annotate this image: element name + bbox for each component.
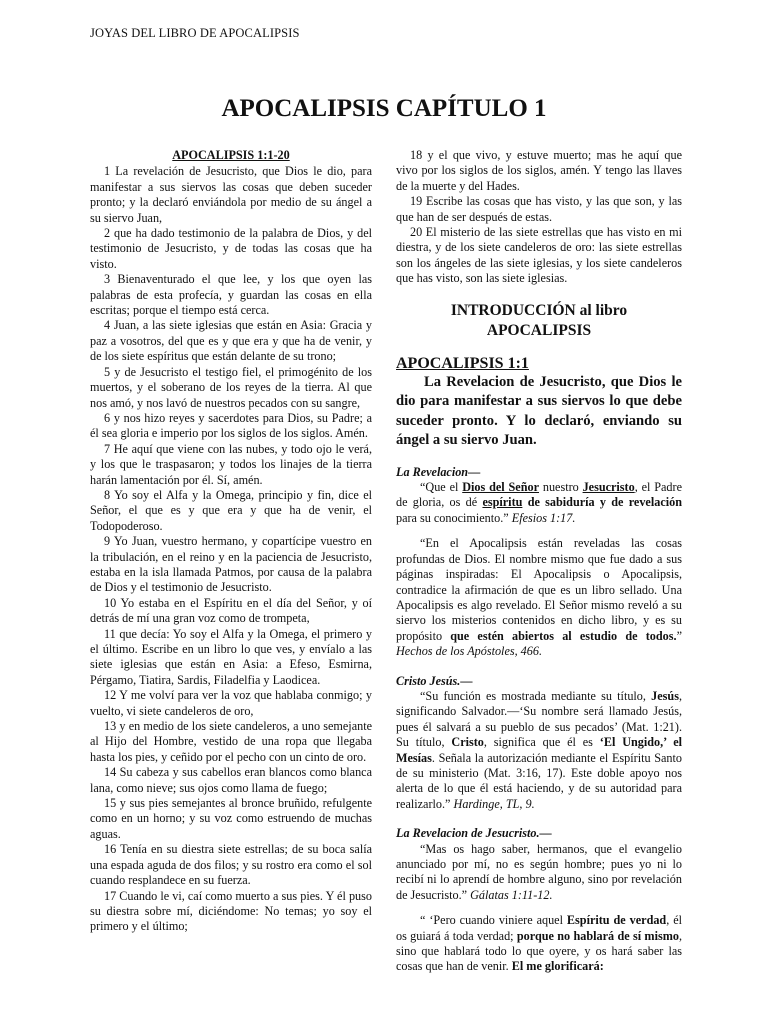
text-run: , sino que hablará todo lo que oyere, y os hará saber las cosas que han de venir. bbox=[396, 928, 683, 974]
verse: 7 He aquí que viene con las nubes, y todo ojo le verá, y los que le traspasaron; y todos los linajes de la tierra harán lamentación por él. Sí, amén. bbox=[90, 441, 372, 487]
section-heading: APOCALIPSIS 1:1-20 bbox=[172, 148, 290, 162]
verse: 8 Yo soy el Alfa y la Omega, principio y fin, dice el Señor, el que es y que era y que ha de venir, el Todopoderoso. bbox=[90, 487, 372, 533]
text-run: , significa que él es bbox=[483, 735, 600, 750]
verse: 3 Bienaventurado el que lee, y los que oyen las palabras de esta profecía, y guardan las cosas en ella escritas; porque el tiempo está cerca. bbox=[90, 272, 372, 318]
text-run: Cristo bbox=[451, 735, 484, 750]
running-header: JOYAS DEL LIBRO DE APOCALIPSIS bbox=[90, 26, 300, 40]
subheading: La Revelacion— bbox=[396, 464, 481, 479]
text-run: El me glorificará: bbox=[511, 959, 604, 974]
text-run: Espíritu de verdad bbox=[566, 913, 667, 928]
verse: 12 Y me volví para ver la voz que hablaba conmigo; y vuelto, vi siete candeleros de oro, bbox=[90, 688, 372, 718]
verse: 4 Juan, a las siete iglesias que están en Asia: Gracia y paz a vosotros, del que es y que era y que ha de venir, y de los siete espíritus que están delante de su trono; bbox=[90, 318, 372, 364]
verse: 11 que decía: Yo soy el Alfa y la Omega, el primero y el último. Escribe en un libro lo que ves, y envíalo a las siete iglesias que están en Asia: a Efeso, Esmirna, Pérgamo, Tiatira, Sardis, Filadelfia y Laodicea. bbox=[90, 626, 372, 687]
text-run: ” bbox=[676, 628, 682, 643]
verse: 1 La revelación de Jesucristo, que Dios le dio, para manifestar a sus siervos las cosas que deben suceder pronto; y la declaró enviándola por medio de su ángel a su siervo Juan, bbox=[90, 164, 372, 225]
scripture-reference: APOCALIPSIS 1:1 bbox=[396, 354, 529, 372]
text-run: espíritu bbox=[482, 495, 523, 510]
text-run: de sabiduría y de revelación bbox=[522, 495, 682, 510]
verse: 13 y en medio de los siete candeleros, a uno semejante al Hijo del Hombre, vestido de una ropa que llegaba hasta los pies, y ceñido por el pecho con un cinto de oro. bbox=[90, 719, 372, 764]
citation: Efesios 1:17. bbox=[511, 510, 576, 525]
verse: 9 Yo Juan, vuestro hermano, y copartícipe vuestro en la tribulación, en el reino y en la paciencia de Jesucristo, estaba en la isla llamada Patmos, por causa de la palabra de Dios y el testimonio de Jesucristo. bbox=[90, 534, 372, 595]
text-run: “ ‘Pero cuando viniere aquel bbox=[420, 913, 567, 928]
page-title: APOCALIPSIS CAPÍTULO 1 bbox=[221, 95, 547, 122]
text-run: “Su función es mostrada mediante su título, bbox=[420, 688, 652, 703]
paragraph bbox=[396, 913, 682, 975]
verse: 5 y de Jesucristo el testigo fiel, el primogénito de los muertos, y el soberano de los reyes de la tierra. Al que nos amó, y nos lavó de nuestros pecados con su sangre, bbox=[90, 364, 372, 410]
text-run: , el Padre de gloria, os dé bbox=[396, 480, 682, 510]
text-run: . Señala la autorización mediante el Espíritu Santo de su ministerio (Mat. 3:16, 17). Este doble apoyo nos alerta de lo que él está haciendo, y de su autoridad para realizarlo.” bbox=[396, 750, 682, 811]
verse: 2 que ha dado testimonio de la palabra de Dios, y del testimonio de Jesucristo, y de todas las cosas que ha visto. bbox=[90, 226, 372, 271]
paragraph bbox=[396, 842, 682, 904]
intro-title-line: APOCALIPSIS bbox=[486, 321, 592, 339]
paragraph bbox=[396, 536, 682, 659]
verse: 19 Escribe las cosas que has visto, y las que son, y las que han de ser después de estas. bbox=[396, 194, 682, 224]
text-run: ‘El Ungido,’ el Mesías bbox=[396, 735, 682, 765]
text-run: que estén abiertos al estudio de todos. bbox=[450, 628, 677, 643]
text-run: “Que el bbox=[420, 480, 463, 495]
text-run: , él os guiará á toda verdad; bbox=[396, 913, 682, 943]
text-run: para su conocimiento.” bbox=[396, 510, 512, 525]
verse: 17 Cuando le vi, caí como muerto a sus pies. Y él puso su diestra sobre mí, diciéndome: No temas; yo soy el primero y el último; bbox=[90, 888, 372, 934]
text-run: Dios del Señor bbox=[462, 480, 539, 495]
verse: 16 Tenía en su diestra siete estrellas; de su boca salía una espada aguda de dos filos; y su rostro era como el sol cuando resplandece en su fuerza. bbox=[90, 842, 372, 888]
verse: 20 El misterio de las siete estrellas que has visto en mi diestra, y de los siete candeleros de oro: las siete estrellas son los ángeles de las siete iglesias, y los siete candeleros que has visto, son las siete iglesias. bbox=[396, 225, 682, 286]
subheading: La Revelacion de Jesucristo.— bbox=[396, 826, 552, 841]
verse: 6 y nos hizo reyes y sacerdotes para Dios, su Padre; a él sea gloria e imperio por los siglos de los siglos. Amén. bbox=[90, 410, 372, 441]
text-run: nuestro bbox=[539, 480, 583, 495]
text-run: “En el Apocalipsis están reveladas las cosas profundas de Dios. El nombre mismo que fue dado a sus páginas inspiradas: El Apocalipsis o Apocalipsis, contradice la afirmación de que es un libro sellado. Una Apocalipsis es algo revelado. El Señor mismo reveló a su siervo los misterios contenidos en dicho libro, y es su propósito bbox=[396, 536, 682, 643]
citation: Hechos de los Apóstoles, 466. bbox=[396, 644, 543, 659]
verse: 18 y el que vivo, y estuve muerto; mas he aquí que vivo por los siglos de los siglos, amén. Y tengo las llaves de la muerte y del Hades. bbox=[396, 148, 682, 193]
subheading: Cristo Jesús.— bbox=[396, 673, 473, 688]
verse: 14 Su cabeza y sus cabellos eran blancos como blanca lana, como nieve; sus ojos como llama de fuego; bbox=[90, 765, 372, 795]
paragraph bbox=[396, 480, 682, 526]
text-run: porque no hablará de sí mismo bbox=[516, 928, 679, 943]
text-run: , significando Salvador.—‘Su nombre será llamado Jesús, pues él salvará a su pueblo de sus pecados’ (Mat. 1:21). Su título, bbox=[396, 688, 682, 750]
verse: 10 Yo estaba en el Espíritu en el día del Señor, y oí detrás de mí una gran voz como de trompeta, bbox=[90, 595, 372, 626]
citation: Hardinge, TL, 9. bbox=[453, 796, 535, 811]
verse: 15 y sus pies semejantes al bronce bruñido, refulgente como en un horno; y su voz como estruendo de muchas aguas. bbox=[90, 796, 372, 841]
right-column bbox=[396, 148, 682, 975]
citation: Gálatas 1:11-12. bbox=[470, 887, 553, 902]
paragraph bbox=[396, 689, 682, 812]
text-run: Jesucristo bbox=[582, 480, 635, 495]
text-run: Jesús bbox=[651, 688, 679, 703]
text-run: “Mas os hago saber, hermanos, que el evangelio anunciado por mí, no es según hombre; pues yo ni lo recibí ni lo aprendí de hombre alguno, sino por revelación de Jesucristo.” bbox=[396, 841, 682, 902]
scripture-text: La Revelacion de Jesucristo, que Dios le dio para manifestar a sus siervos lo que debe suceder pronto. Y lo declaró, enviando su ángel a su siervo Juan. bbox=[396, 373, 682, 449]
left-column bbox=[90, 148, 372, 935]
intro-title-line: INTRODUCCIÓN al libro bbox=[450, 301, 628, 319]
intro-title bbox=[396, 301, 682, 341]
